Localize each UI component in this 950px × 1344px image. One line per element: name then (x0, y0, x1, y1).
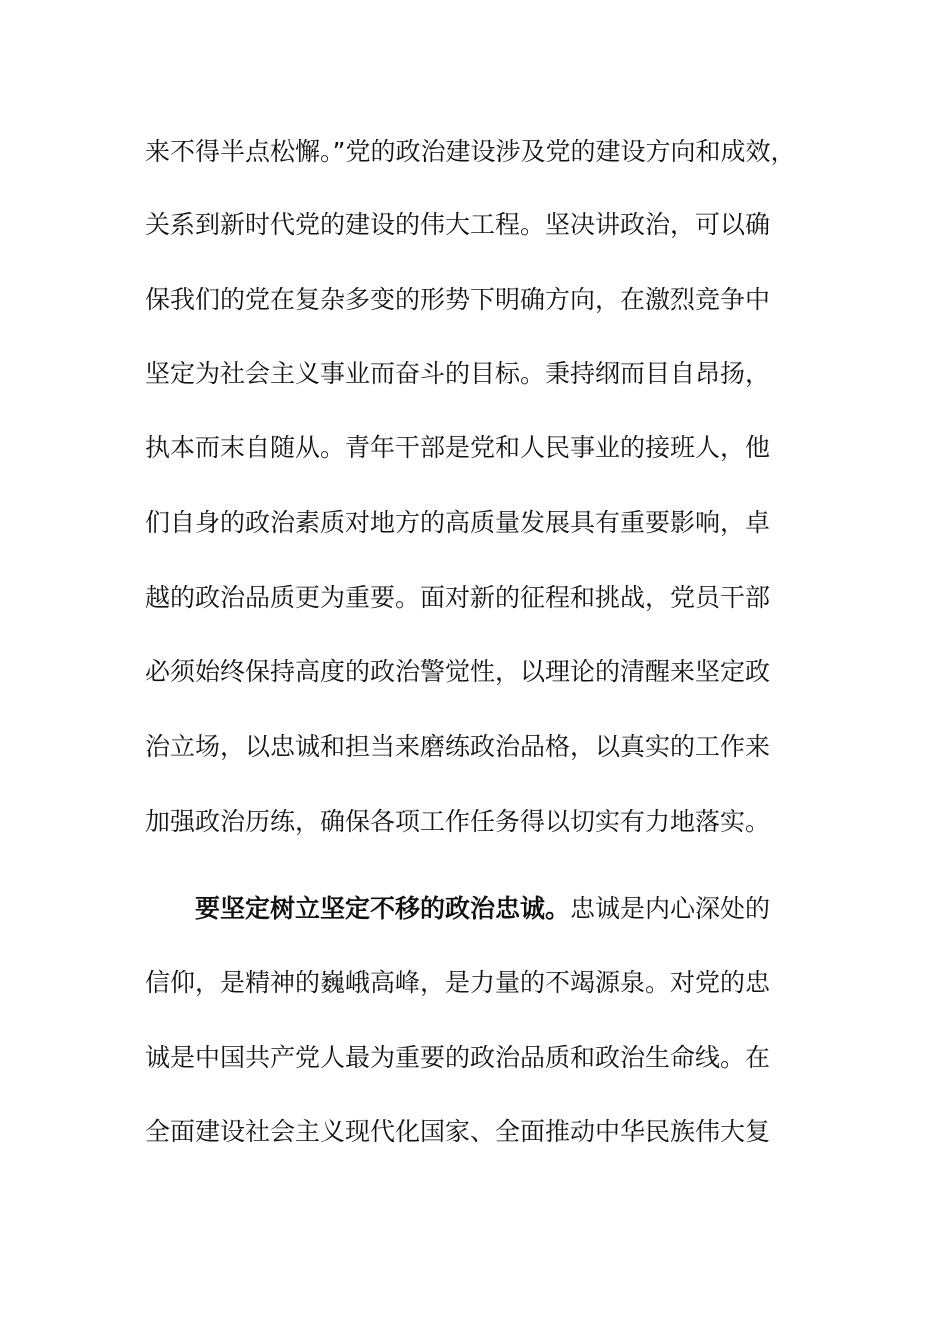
paragraph-1-line-3: 保我们的党在复杂多变的形势下明确方向，在激烈竞争中 (145, 285, 771, 314)
paragraph-2-line-1 (145, 893, 770, 925)
paragraph-1-line-4: 坚定为社会主义事业而奋斗的目标。秉持纲而目自昂扬， (145, 359, 771, 388)
paragraph-2-first-line-rest: 忠诚是内心深处的 (570, 894, 771, 923)
paragraph-2-line-2: 信仰，是精神的巍峨高峰，是力量的不竭源泉。对党的忠 (145, 968, 771, 997)
paragraph-2-line-4: 全面建设社会主义现代化国家、全面推动中华民族伟大复 (145, 1117, 771, 1146)
paragraph-1-line-9: 治立场，以忠诚和担当来磨练政治品格，以真实的工作来 (145, 732, 771, 761)
paragraph-1-line-6: 们自身的政治素质对地方的高质量发展具有重要影响，卓 (145, 508, 771, 537)
paragraph-1-line-5: 执本而末自随从。青年干部是党和人民事业的接班人，他 (145, 433, 771, 462)
paragraph-1-line-1: 来不得半点松懈。”党的政治建设涉及党的建设方向和成效， (145, 137, 796, 166)
paragraph-1-line-2: 关系到新时代党的建设的伟大工程。坚决讲政治，可以确 (145, 210, 771, 239)
paragraph-2-heading: 要坚定树立坚定不移的政治忠诚。 (195, 894, 571, 923)
paragraph-1-line-10: 加强政治历练，确保各项工作任务得以切实有力地落实。 (145, 807, 771, 836)
paragraph-2-line-3: 诚是中国共产党人最为重要的政治品质和政治生命线。在 (145, 1043, 771, 1072)
paragraph-1-line-7: 越的政治品质更为重要。面对新的征程和挑战，党员干部 (145, 583, 771, 612)
paragraph-1-line-8: 必须始终保持高度的政治警觉性，以理论的清醒来坚定政 (145, 657, 771, 686)
